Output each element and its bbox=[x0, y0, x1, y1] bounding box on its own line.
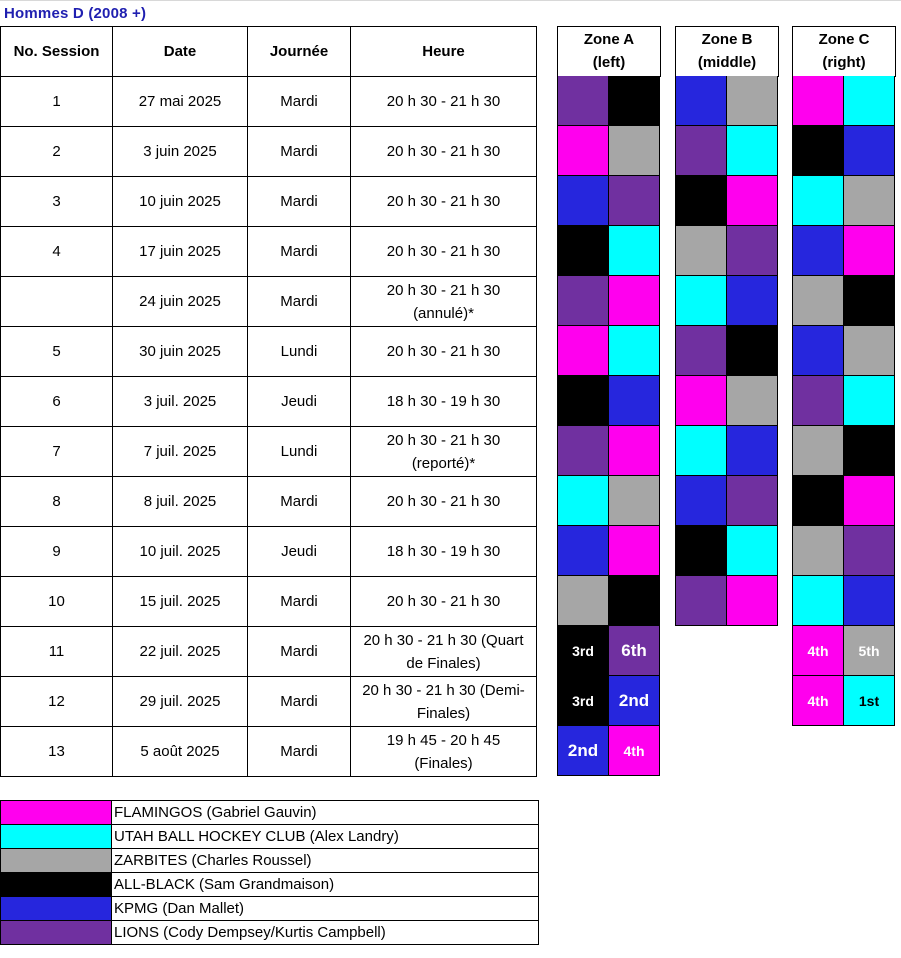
rank-label: 3rd bbox=[572, 692, 594, 709]
time-line: 20 h 30 - 21 h 30 bbox=[386, 493, 501, 510]
zone-header bbox=[792, 26, 896, 77]
team-color-cell bbox=[558, 276, 609, 326]
table-row bbox=[1, 327, 537, 377]
table-row bbox=[1, 177, 537, 227]
session-cell bbox=[1, 277, 113, 327]
zone-header bbox=[557, 26, 661, 77]
time-cell bbox=[351, 677, 537, 727]
team-color-cell bbox=[676, 476, 727, 526]
day-cell: Lundi bbox=[248, 427, 351, 477]
day-cell: Mardi bbox=[248, 277, 351, 327]
team-color-cell bbox=[558, 726, 609, 776]
team-color-cell bbox=[609, 726, 660, 776]
table-row bbox=[1, 77, 537, 127]
team-color-cell bbox=[793, 476, 844, 526]
team-color-cell bbox=[609, 76, 660, 126]
table-row bbox=[1, 677, 537, 727]
rank-label: 2nd bbox=[567, 740, 599, 760]
team-color-cell bbox=[558, 576, 609, 626]
team-color-cell bbox=[844, 276, 895, 326]
rank-label: 4th bbox=[807, 692, 829, 709]
team-color-cell bbox=[844, 176, 895, 226]
time-cell bbox=[351, 177, 537, 227]
team-color-cell bbox=[558, 326, 609, 376]
time-line: 20 h 30 - 21 h 30 bbox=[386, 281, 501, 299]
time-line: 19 h 45 - 20 h 45 bbox=[386, 731, 501, 749]
date-cell: 3 juil. 2025 bbox=[113, 377, 248, 427]
time-line: 20 h 30 - 21 h 30 bbox=[386, 143, 501, 160]
date-cell: 10 juin 2025 bbox=[113, 177, 248, 227]
time-cell bbox=[351, 627, 537, 677]
time-line: 18 h 30 - 19 h 30 bbox=[386, 393, 501, 410]
team-color-cell bbox=[727, 226, 778, 276]
team-color-cell bbox=[558, 476, 609, 526]
session-cell: 8 bbox=[1, 477, 113, 527]
team-color-cell bbox=[727, 576, 778, 626]
team-legend bbox=[0, 800, 539, 945]
schedule-body bbox=[1, 77, 537, 777]
team-color-cell bbox=[844, 426, 895, 476]
table-row bbox=[1, 427, 537, 477]
team-color-cell bbox=[727, 526, 778, 576]
legend-row bbox=[1, 849, 539, 873]
zone-name: Zone B bbox=[701, 31, 753, 48]
legend-label: ALL-BLACK (Sam Grandmaison) bbox=[112, 873, 539, 897]
team-color-cell bbox=[727, 476, 778, 526]
legend-label: FLAMINGOS (Gabriel Gauvin) bbox=[112, 801, 539, 825]
day-cell: Mardi bbox=[248, 77, 351, 127]
top-border bbox=[0, 0, 901, 1]
date-cell: 22 juil. 2025 bbox=[113, 627, 248, 677]
session-cell: 10 bbox=[1, 577, 113, 627]
time-cell bbox=[351, 327, 537, 377]
team-color-cell bbox=[844, 326, 895, 376]
team-color-cell bbox=[844, 476, 895, 526]
team-color-cell bbox=[558, 226, 609, 276]
table-row bbox=[1, 277, 537, 327]
day-cell: Lundi bbox=[248, 327, 351, 377]
team-color-cell bbox=[727, 126, 778, 176]
team-color-cell bbox=[793, 176, 844, 226]
zone-header bbox=[675, 26, 779, 77]
table-row bbox=[1, 527, 537, 577]
date-cell: 17 juin 2025 bbox=[113, 227, 248, 277]
legend-swatch bbox=[1, 825, 112, 849]
zone-name: Zone A bbox=[583, 31, 635, 48]
table-row bbox=[1, 577, 537, 627]
legend-row bbox=[1, 873, 539, 897]
team-color-cell bbox=[793, 376, 844, 426]
team-color-cell bbox=[609, 276, 660, 326]
time-cell bbox=[351, 77, 537, 127]
team-color-cell bbox=[676, 226, 727, 276]
legend-swatch bbox=[1, 849, 112, 873]
team-color-cell bbox=[793, 326, 844, 376]
team-color-cell bbox=[609, 126, 660, 176]
zone-position: (left) bbox=[592, 54, 626, 71]
time-note: Finales) bbox=[416, 704, 471, 722]
team-color-cell bbox=[676, 276, 727, 326]
session-cell: 1 bbox=[1, 77, 113, 127]
team-color-cell bbox=[676, 126, 727, 176]
team-color-cell bbox=[727, 276, 778, 326]
session-cell: 13 bbox=[1, 727, 113, 777]
legend-row bbox=[1, 897, 539, 921]
legend-row bbox=[1, 921, 539, 945]
team-color-cell bbox=[844, 126, 895, 176]
time-note: de Finales) bbox=[406, 654, 481, 672]
team-color-cell bbox=[793, 626, 844, 676]
legend-row bbox=[1, 825, 539, 849]
team-color-cell bbox=[793, 526, 844, 576]
legend-label: ZARBITES (Charles Roussel) bbox=[112, 849, 539, 873]
legend-label: UTAH BALL HOCKEY CLUB (Alex Landry) bbox=[112, 825, 539, 849]
day-cell: Jeudi bbox=[248, 377, 351, 427]
date-cell: 29 juil. 2025 bbox=[113, 677, 248, 727]
day-cell: Mardi bbox=[248, 227, 351, 277]
team-color-cell bbox=[609, 626, 660, 676]
team-color-cell bbox=[558, 676, 609, 726]
time-line: 20 h 30 - 21 h 30 bbox=[386, 431, 501, 449]
team-color-cell bbox=[727, 176, 778, 226]
session-cell: 2 bbox=[1, 127, 113, 177]
table-row bbox=[1, 727, 537, 777]
time-line: 20 h 30 - 21 h 30 bbox=[386, 343, 501, 360]
team-color-cell bbox=[609, 526, 660, 576]
team-color-cell bbox=[844, 376, 895, 426]
col-header-date: Date bbox=[113, 27, 248, 77]
team-color-cell bbox=[793, 426, 844, 476]
legend-swatch bbox=[1, 873, 112, 897]
team-color-cell bbox=[844, 626, 895, 676]
team-color-cell bbox=[558, 126, 609, 176]
table-row bbox=[1, 377, 537, 427]
day-cell: Mardi bbox=[248, 477, 351, 527]
date-cell: 10 juil. 2025 bbox=[113, 527, 248, 577]
legend-swatch bbox=[1, 801, 112, 825]
time-note: (annulé)* bbox=[413, 304, 474, 322]
time-cell bbox=[351, 427, 537, 477]
date-cell: 24 juin 2025 bbox=[113, 277, 248, 327]
table-row bbox=[1, 227, 537, 277]
team-color-cell bbox=[844, 76, 895, 126]
col-header-day: Journée bbox=[248, 27, 351, 77]
time-cell bbox=[351, 477, 537, 527]
table-row bbox=[1, 627, 537, 677]
team-color-cell bbox=[609, 176, 660, 226]
rank-label: 4th bbox=[807, 642, 829, 659]
session-cell: 9 bbox=[1, 527, 113, 577]
time-note: (reporté)* bbox=[411, 454, 476, 472]
time-cell bbox=[351, 577, 537, 627]
legend-label: LIONS (Cody Dempsey/Kurtis Campbell) bbox=[112, 921, 539, 945]
time-note: (Finales) bbox=[414, 754, 473, 772]
team-color-cell bbox=[727, 326, 778, 376]
team-color-cell bbox=[676, 326, 727, 376]
rank-label: 6th bbox=[621, 640, 647, 660]
date-cell: 27 mai 2025 bbox=[113, 77, 248, 127]
team-color-cell bbox=[558, 426, 609, 476]
team-color-cell bbox=[793, 576, 844, 626]
rank-label: 3rd bbox=[572, 642, 594, 659]
table-row bbox=[1, 127, 537, 177]
session-cell: 11 bbox=[1, 627, 113, 677]
rank-label: 1st bbox=[858, 692, 880, 709]
team-color-cell bbox=[676, 376, 727, 426]
team-color-cell bbox=[609, 426, 660, 476]
time-line: 20 h 30 - 21 h 30 bbox=[386, 243, 501, 260]
team-color-cell bbox=[793, 276, 844, 326]
session-cell: 4 bbox=[1, 227, 113, 277]
team-color-cell bbox=[676, 176, 727, 226]
schedule-header-row bbox=[1, 27, 537, 77]
time-cell bbox=[351, 127, 537, 177]
time-line: 20 h 30 - 21 h 30 bbox=[386, 93, 501, 110]
team-color-cell bbox=[844, 576, 895, 626]
team-color-cell bbox=[558, 76, 609, 126]
time-cell bbox=[351, 527, 537, 577]
team-color-cell bbox=[609, 326, 660, 376]
day-cell: Mardi bbox=[248, 627, 351, 677]
team-color-cell bbox=[676, 76, 727, 126]
team-color-cell bbox=[844, 526, 895, 576]
legend-swatch bbox=[1, 921, 112, 945]
session-cell: 12 bbox=[1, 677, 113, 727]
time-cell bbox=[351, 277, 537, 327]
team-color-cell bbox=[793, 226, 844, 276]
rank-label: 5th bbox=[858, 642, 880, 659]
zone-position: (middle) bbox=[697, 54, 757, 71]
day-cell: Mardi bbox=[248, 127, 351, 177]
legend-label: KPMG (Dan Mallet) bbox=[112, 897, 539, 921]
time-line: 20 h 30 - 21 h 30 (Demi- bbox=[362, 681, 525, 699]
team-color-cell bbox=[676, 526, 727, 576]
team-color-cell bbox=[727, 376, 778, 426]
time-cell bbox=[351, 377, 537, 427]
team-color-cell bbox=[609, 476, 660, 526]
team-color-cell bbox=[609, 576, 660, 626]
page-title: Hommes D (2008 +) bbox=[4, 5, 147, 22]
team-color-cell bbox=[609, 226, 660, 276]
day-cell: Mardi bbox=[248, 677, 351, 727]
date-cell: 15 juil. 2025 bbox=[113, 577, 248, 627]
rank-label: 4th bbox=[623, 742, 645, 759]
team-color-cell bbox=[609, 676, 660, 726]
session-cell: 7 bbox=[1, 427, 113, 477]
day-cell: Mardi bbox=[248, 727, 351, 777]
time-cell bbox=[351, 727, 537, 777]
time-cell bbox=[351, 227, 537, 277]
date-cell: 3 juin 2025 bbox=[113, 127, 248, 177]
team-color-cell bbox=[558, 526, 609, 576]
team-color-cell bbox=[558, 376, 609, 426]
team-color-cell bbox=[558, 626, 609, 676]
time-line: 20 h 30 - 21 h 30 bbox=[386, 593, 501, 610]
time-line: 20 h 30 - 21 h 30 (Quart bbox=[363, 631, 524, 649]
team-color-cell bbox=[793, 76, 844, 126]
date-cell: 30 juin 2025 bbox=[113, 327, 248, 377]
team-color-cell bbox=[676, 426, 727, 476]
date-cell: 5 août 2025 bbox=[113, 727, 248, 777]
session-cell: 5 bbox=[1, 327, 113, 377]
date-cell: 7 juil. 2025 bbox=[113, 427, 248, 477]
time-line: 20 h 30 - 21 h 30 bbox=[386, 193, 501, 210]
col-header-time: Heure bbox=[351, 27, 537, 77]
legend-swatch bbox=[1, 897, 112, 921]
zone-name: Zone C bbox=[818, 31, 870, 48]
zone-position: (right) bbox=[822, 54, 866, 71]
rank-label: 2nd bbox=[618, 690, 650, 710]
team-color-cell bbox=[844, 676, 895, 726]
col-header-session: No. Session bbox=[1, 27, 113, 77]
time-line: 18 h 30 - 19 h 30 bbox=[386, 543, 501, 560]
team-color-cell bbox=[793, 126, 844, 176]
team-color-cell bbox=[844, 226, 895, 276]
date-cell: 8 juil. 2025 bbox=[113, 477, 248, 527]
day-cell: Mardi bbox=[248, 577, 351, 627]
session-cell: 3 bbox=[1, 177, 113, 227]
day-cell: Mardi bbox=[248, 177, 351, 227]
team-color-cell bbox=[558, 176, 609, 226]
legend-row bbox=[1, 801, 539, 825]
team-color-cell bbox=[793, 676, 844, 726]
team-color-cell bbox=[609, 376, 660, 426]
team-color-cell bbox=[676, 576, 727, 626]
schedule-table bbox=[0, 26, 537, 777]
day-cell: Jeudi bbox=[248, 527, 351, 577]
team-color-cell bbox=[727, 426, 778, 476]
team-color-cell bbox=[727, 76, 778, 126]
table-row bbox=[1, 477, 537, 527]
session-cell: 6 bbox=[1, 377, 113, 427]
